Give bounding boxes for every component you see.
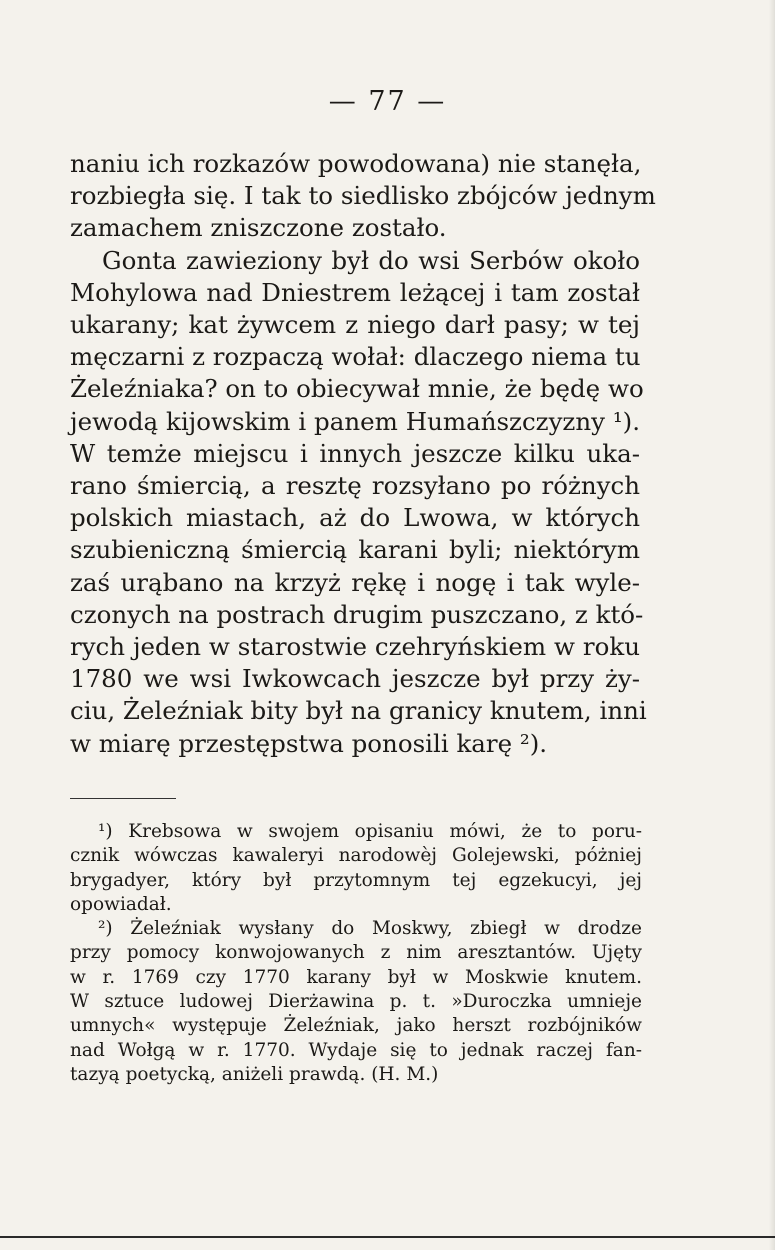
footnote-line: W sztuce ludowej Dierżawina p. t. »Duroczka umnieje: [70, 991, 642, 1013]
main-text: [70, 148, 656, 760]
text-line: ciu, Żeleźniak bity był na granicy knutem, inni: [70, 696, 647, 726]
text-line: polskich miastach, aż do Lwowa, w których: [70, 503, 640, 533]
text-line: Żeleźniaka? on to obiecywał mnie, że będę wo: [70, 374, 644, 404]
bottom-edge-line: [0, 1236, 775, 1238]
footnote-divider: [70, 798, 176, 799]
text-line: rozbiegła się. I tak to siedlisko zbójców jednym: [70, 181, 656, 211]
footnote-line: cznik wówczas kawaleryi narodowèj Golejewski, póżniej: [70, 845, 642, 867]
footnote-line: umnych« występuje Żeleźniak, jako herszt rozbójników: [70, 1015, 642, 1037]
footnote-line: ¹) Krebsowa w swojem opisaniu mówi, że to poru-: [98, 821, 642, 842]
text-line: czonych na postrach drugim puszczano, z któ-: [70, 599, 644, 629]
text-line: jewodą kijowskim i panem Humańszczyzny ¹).: [70, 406, 640, 436]
text-line: męczarni z rozpaczą wołał: dlaczego niema tu: [70, 342, 641, 372]
text-line: 1780 we wsi Iwkowcach jeszcze był przy ży-: [70, 664, 640, 694]
footnote-line: w r. 1769 czy 1770 karany był w Moskwie knutem.: [70, 966, 642, 988]
footnote-line: opowiadał.: [70, 893, 172, 915]
text-line: naniu ich rozkazów powodowana) nie stanęła,: [70, 149, 642, 178]
text-line: W temże miejscu i innych jeszcze kilku uka-: [70, 438, 640, 468]
footnote-line: przy pomocy konwojowanych z nim aresztantów. Ujęty: [70, 942, 642, 964]
text-line: w miarę przestępstwa ponosili karę ²).: [70, 728, 548, 758]
footnote-line: nad Wołgą w r. 1770. Wydaje się to jednak raczej fan-: [70, 1039, 642, 1061]
text-line: rano śmiercią, a resztę rozsyłano po różnych: [70, 471, 640, 501]
footnote-line: brygadyer, który był przytomnym tej egzekucyi, jej: [70, 869, 642, 891]
text-line: ukarany; kat żywcem z niego darł pasy; w tej: [70, 310, 640, 340]
text-line: szubieniczną śmiercią karani byli; niektórym: [70, 535, 640, 565]
page-edge-shadow: [769, 0, 775, 1250]
footnote-line: tazyą poetycką, aniżeli prawdą. (H. M.): [70, 1063, 439, 1085]
text-line: Mohylowa nad Dniestrem leżącej i tam został: [70, 277, 640, 307]
footnote-line: ²) Żeleźniak wysłany do Moskwy, zbiegł w drodze: [98, 918, 642, 940]
text-line: rych jeden w starostwie czehryńskiem w roku: [70, 632, 640, 662]
text-line: Gonta zawieziony był do wsi Serbów około: [102, 245, 640, 275]
text-line: zaś urąbano na krzyż rękę i nogę i tak wyle-: [70, 567, 640, 597]
page-number: — 77 —: [328, 86, 447, 117]
footnotes: [70, 820, 642, 1087]
text-line: zamachem zniszczone zostało.: [70, 213, 447, 243]
